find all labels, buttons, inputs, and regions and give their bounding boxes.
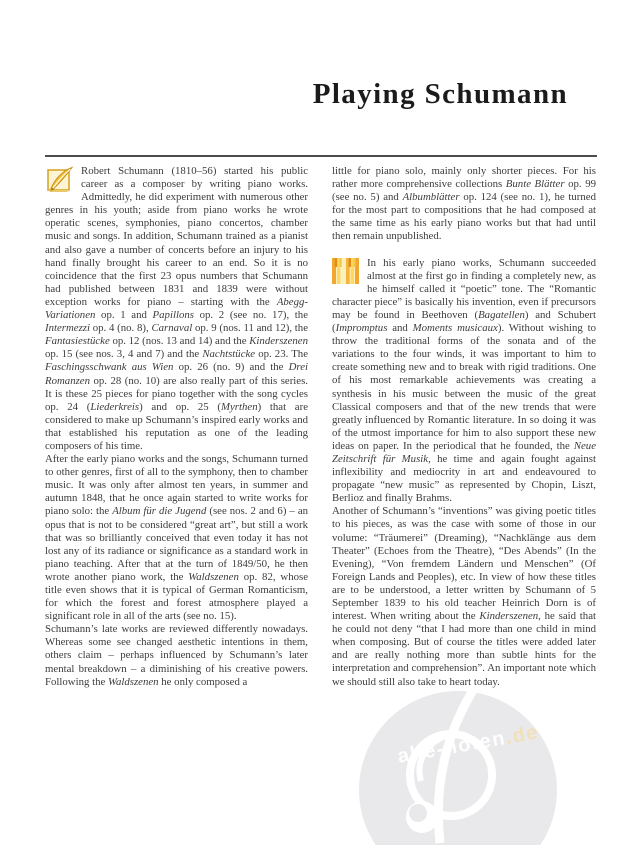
header-rule [45,155,597,157]
page-title: Playing Schumann [312,78,568,110]
paragraph: Robert Schumann (1810–56) started his public career as a composer by writing piano works. Admittedly, he did experiment with numerous other genres in his youth; aside from piano works he wrote operatic scenes, symphonies, piano concertos, chamber music and songs. In addition, Schumann trained as a pianist and also gave a number of concerts before an injury to his hand finally brought his career to an end. So it is no coincidence that the first 23 opus numbers that Schumann had published between 1831 and 1839 were without exception works for piano – starting with the Abegg-Variationen op. 1 and Papillons op. 2 (see no. 17), the Intermezzi op. 4 (no. 8), Carnaval op. 9 (nos. 11 and 12), the Fantasiestücke op. 12 (nos. 13 and 14) and the Kinderszenen op. 15 (see nos. 3, 4 and 7) and the Nachtstücke op. 23. The Faschingsschwank aus Wien op. 26 (no. 9) and the Drei Romanzen op. 28 (no. 10) are also really part of this series. It is these 25 pieces for piano together with the song cycles op. 24 (Liederkreis) and op. 25 (Myrthen) that are considered to make up Schumann’s inspired early works and that established his reputation as one of the leading composers of his time. [45,165,308,452]
text-column-right [332,165,596,689]
paragraph: In his early piano works, Schumann succeeded almost at the first go in finding a completely new, as he himself called it “poetic” tone. The “Romantic character piece” is basically his invention, even if precursors may be found in Beethoven (Bagatellen) and Schubert (Impromptus and Moments musicaux). Without wishing to throw the traditional forms of the sonata and of the variations to the four winds, it was important to him to create something new and to break with rigid traditions. One of his most remarkable achievements was creating a synthesis in his music between the music of the great Classical composers and that of the new trends that were greatly influenced by Romantic literature. In so doing it was of the utmost importance for him to also support these new ideas on paper. In the periodical that he founded, the Neue Zeitschrift für Musik, he time and again fought against inflexibility and mediocrity in art and endeavoured to propagate “new music” as represented by Chopin, Liszt, Berlioz and finally Brahms. [332,256,596,505]
paragraph: Another of Schumann’s “inventions” was giving poetic titles to his pieces, as was the case with some of those in our volume: “Träumerei” (Dreaming), “Nachklänge aus dem Theater” (Echoes from the Theatre), “Des Abends” (In the Evening), “Von fremdem Ländern und Menschen” (Of Foreign Lands and Peoples), etc. In view of how these titles are to be understood, a letter written by Schumann of 5 September 1839 to his old teacher Heinrich Dorn is of interest. When writing about the Kinderszenen, he said that he could not deny “that I had more than one child in mind when composing. But of course the titles were added later and are really nothing more than subtle hints for the interpretation and comprehension”. An important note which we should still also take to heart today. [332,505,596,688]
piano-keys-icon [332,258,360,284]
paragraph: Schumann’s late works are reviewed differently nowadays. Whereas some see changed aesthetic intentions in them, others claim – perhaps influenced by Schumann’s later mental breakdown – a diminishing of his creative powers. Following the Waldszenen he only composed a [45,623,308,688]
quill-pen-icon [45,166,74,193]
text-column-left [45,165,308,689]
watermark-text-main: alle-noten [396,727,508,768]
watermark-text-suffix: .de [503,721,541,749]
paragraph: After the early piano works and the songs, Schumann turned to other genres, first of all to the symphony, then to chamber music. It was only after almost ten years, in summer and autumn 1848, that he once again started to write works for piano solo: the Album für die Jugend (see nos. 2 and 6) – an opus that is not to be considered “great art”, but still a work that was so brilliantly conceived that even today it has not lost any of its radiance or significance as a standard work in piano teaching. After that at the turn of 1849/50, he then wrote another piano work, the Waldszenen op. 82, whose title even shows that it is typical of German Romanticism, for which the forest and forest atmosphere played a significant role in all of the arts (see no. 15). [45,453,309,623]
alle-noten-watermark [345,683,640,845]
paragraph: little for piano solo, mainly only shorter pieces. For his rather more comprehensive collections Bunte Blätter op. 99 (see no. 5) and Albumblätter op. 124 (see no. 1), he turned for the most part to compositions that he had composed at the same time as his early piano works but that had until then remain unpublished. [332,165,596,243]
